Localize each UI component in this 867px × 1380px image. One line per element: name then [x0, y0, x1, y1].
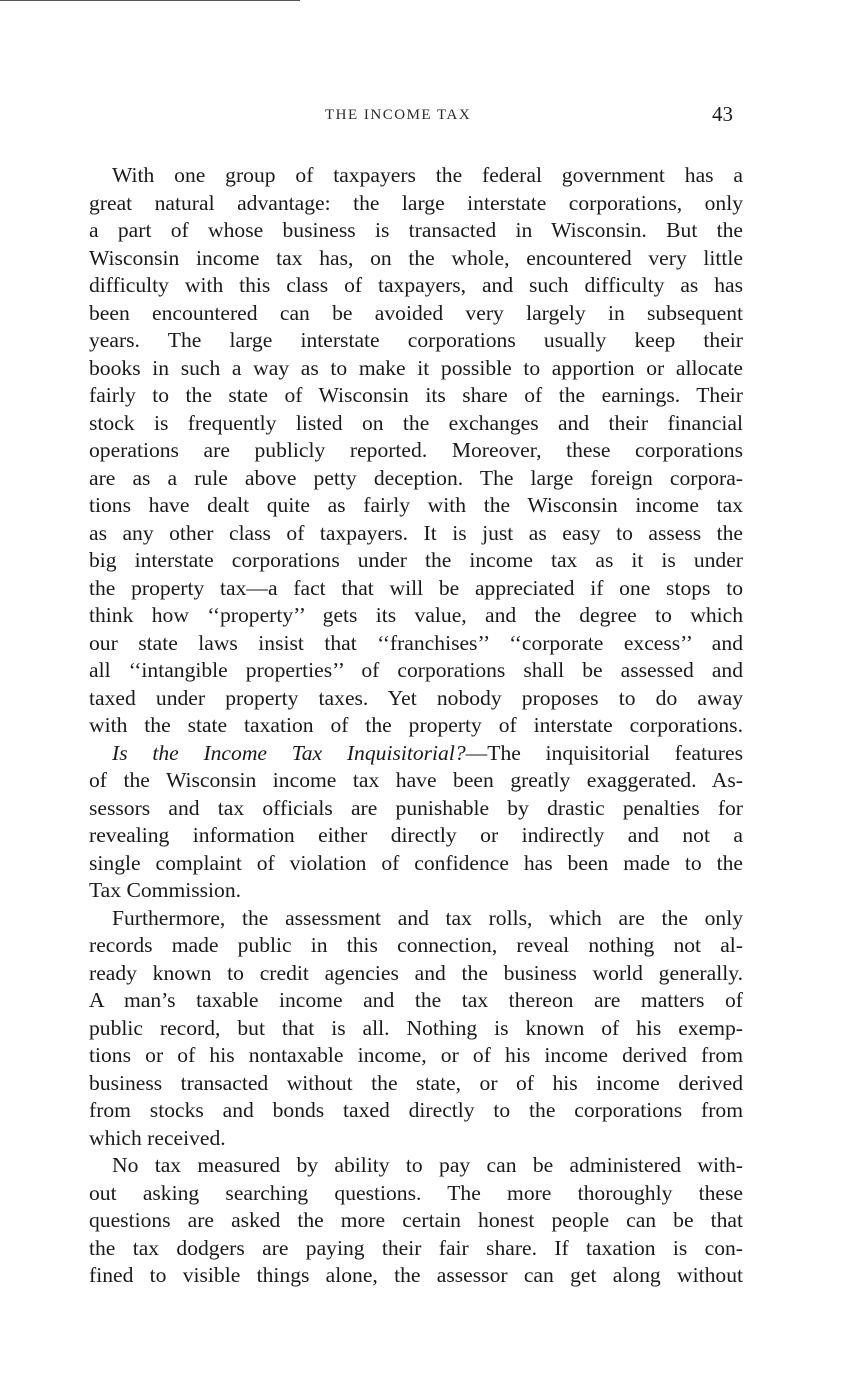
text-line: Furthermore, the assessment and tax rolls, which are the only: [112, 905, 743, 930]
paragraph-ability-to-pay: [89, 1152, 743, 1290]
text-line: operations are publicly reported. Moreover, these corporations: [89, 438, 743, 462]
text-line: revealing information either directly or indirectly and not a: [89, 823, 743, 847]
text-line: as any other class of taxpayers. It is just as easy to assess the: [89, 520, 743, 545]
text-line: fairly to the state of Wisconsin its share of the earnings. Their: [89, 383, 743, 407]
text-line: with the state taxation of the property of interstate corporations.: [89, 713, 743, 737]
paragraph-assessment-rolls: [89, 905, 743, 1153]
text-line: Wisconsin income tax has, on the whole, encountered very little: [89, 245, 743, 270]
text-line: tions or of his nontaxable income, or of his income derived from: [89, 1043, 743, 1067]
text-line: With one group of taxpayers the federal government has a: [112, 163, 743, 187]
text-line: books in such a way as to make it possible to apportion or allocate: [89, 355, 743, 380]
text-line: stock is frequently listed on the exchanges and their financial: [89, 410, 743, 435]
text-line: [89, 740, 743, 768]
text-line: No tax measured by ability to pay can be administered with-: [112, 1153, 743, 1177]
text-line: are as a rule above petty deception. The large foreign corpora-: [89, 465, 743, 490]
text-line: difficulty with this class of taxpayers, and such difficulty as has: [89, 273, 743, 297]
running-header: [0, 100, 867, 132]
text-line: Tax Commission.: [89, 878, 242, 902]
section-heading: Is the Income Tax Inquisitorial?: [112, 740, 466, 765]
text-line: our state laws insist that ‘‘franchises’’ ‘‘corporate excess’’ and: [89, 630, 743, 655]
text-line: sessors and tax officials are punishable by drastic penalties for: [89, 795, 743, 820]
text-line: public record, but that is all. Nothing is known of his exemp-: [89, 1015, 743, 1040]
paragraph-inquisitorial: [89, 740, 743, 905]
text-line: a part of whose business is transacted in Wisconsin. But the: [89, 218, 743, 242]
text-line: A man’s taxable income and the tax thereon are matters of: [89, 988, 743, 1012]
text-line: great natural advantage: the large interstate corporations, only: [89, 190, 743, 215]
text-line-rest: —The inquisitorial features: [465, 740, 743, 765]
text-line: tions have dealt quite as fairly with the Wisconsin income tax: [89, 493, 743, 517]
text-line: all ‘‘intangible properties’’ of corporations shall be assessed and: [89, 658, 743, 682]
text-line: which received.: [89, 1125, 226, 1150]
running-title: THE INCOME TAX: [325, 107, 472, 123]
text-line: been encountered can be avoided very largely in subsequent: [89, 300, 743, 325]
text-line: out asking searching questions. The more thoroughly these: [89, 1180, 743, 1205]
paragraph-federal-advantage: [89, 162, 743, 740]
text-line: ready known to credit agencies and the business world generally.: [89, 960, 743, 985]
text-line: questions are asked the more certain honest people can be that: [89, 1208, 743, 1232]
text-line: fined to visible things alone, the assessor can get along without: [89, 1263, 743, 1287]
text-line: taxed under property taxes. Yet nobody proposes to do away: [89, 685, 743, 710]
text-line: business transacted without the state, or of his income derived: [89, 1070, 743, 1095]
text-line: big interstate corporations under the income tax as it is under: [89, 548, 743, 572]
text-line: the property tax—a fact that will be appreciated if one stops to: [89, 575, 743, 600]
text-line: single complaint of violation of confidence has been made to the: [89, 850, 743, 875]
text-line: of the Wisconsin income tax have been greatly exaggerated. As-: [89, 768, 743, 792]
text-line: years. The large interstate corporations usually keep their: [89, 328, 743, 352]
top-edge-rule: [0, 0, 300, 1]
text-line: the tax dodgers are paying their fair share. If taxation is con-: [89, 1235, 743, 1260]
body-text: [89, 162, 743, 1290]
text-line: think how ‘‘property’’ gets its value, and the degree to which: [89, 603, 743, 627]
text-line: records made public in this connection, reveal nothing not al-: [89, 933, 743, 957]
page-number: 43: [712, 102, 733, 126]
text-line: from stocks and bonds taxed directly to the corporations from: [89, 1098, 743, 1122]
